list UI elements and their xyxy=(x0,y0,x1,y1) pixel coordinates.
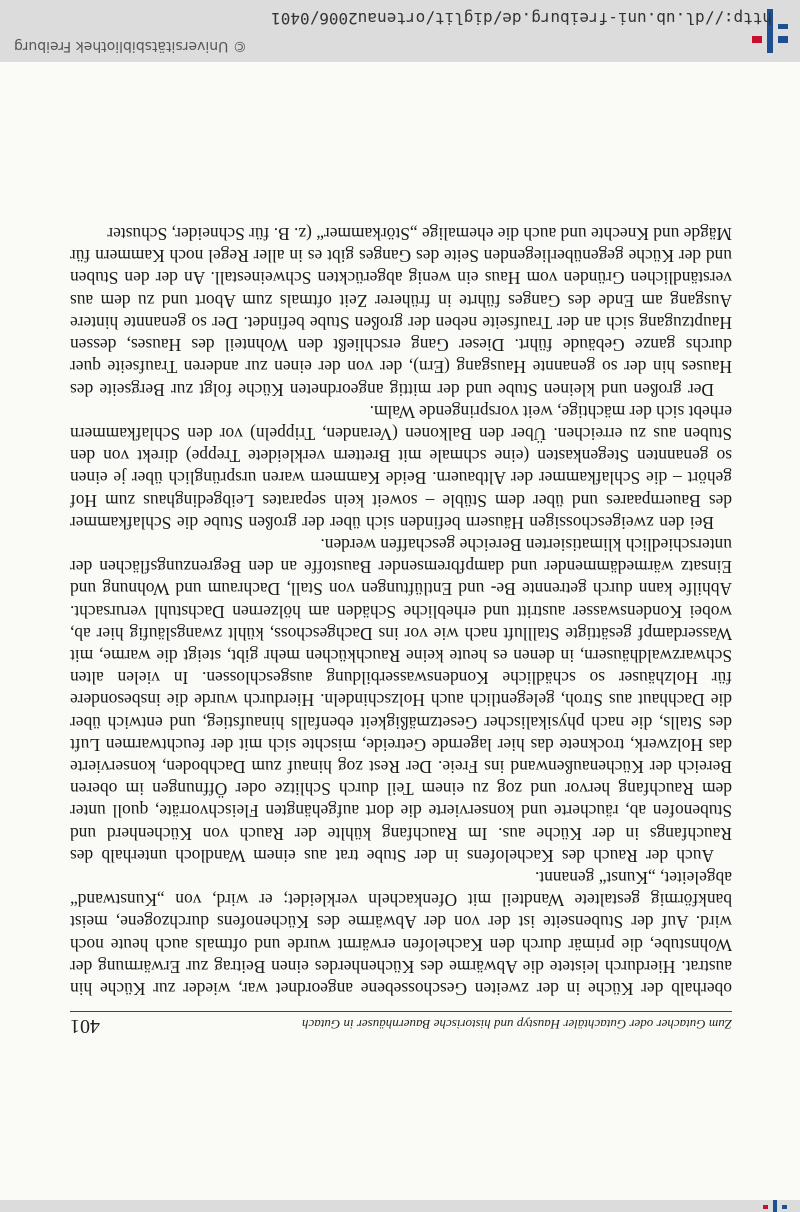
page-header xyxy=(70,1011,732,1042)
source-footer-bar xyxy=(0,0,800,62)
paragraph: Der großen und kleinen Stube und der mittig angeordneten Küche folgt zur Bergseite des Hauses hin der so genannte Hausgang (Ern), der von der einen zur anderen Traufseite quer durchs ganze Gebäude führt. Dieser Gang erschließt den Wohnteil des Hauses, dessen Hauptzugang sich an der Traufseite neben der großen Stube befindet. Der so genannte hintere Ausgang am Ende des Ganges führte in früherer Zeit oftmals zum Abort und zu dem aus verständlichen Gründen vom Haus ein wenig abgerückten Schweinestall. An der den Stuben und der Küche gegenüberliegenden Seite des Ganges gibt es in aller Regel noch Kammern für Mägde und Knechte und auch die ehemalige „Störkammer“ (z. B. für Schneider, Schuster xyxy=(70,224,732,400)
paragraph: oberhalb der Küche in der zweiten Geschossebene angeordnet war, wieder zur Küche hin austrat. Hierdurch leistete die Abwärme des Küchenherdes einen Beitrag zur Erwärmung der Wohnstube, die primär durch den Kachelofen erwärmt wurde und oftmals auch heute noch wird. Auf der Stubenseite ist der von der Abwärme des Küchenofens durchzogene, meist bankförmig gestaltete Wandteil mit Ofenkacheln verkleidet; er wird, von „Kunstwand“ abgeleitet, „Kunst“ genannt. xyxy=(70,867,732,999)
paragraph: Bei den zweigeschossigen Häusern befinden sich über der großen Stube die Schlafkammer des Bauernpaares und über dem Stüble – soweit kein separates Leibgedinghaus zum Hof gehört – die Schlafkammer der Altbauern. Beide Kammern waren ursprünglich über je einen so genannten Stegenkasten (eine schmale mit Brettern verkleidete Treppe) direkt von den Stuben aus zu erreichen. Über den Balkonen (Veranden, Trippeln) vor den Schlafkammern erhebt sich der mächtige, weit vorspringende Walm. xyxy=(70,401,732,533)
scan-border-strip xyxy=(0,1200,800,1212)
page-number: 401 xyxy=(70,1015,100,1037)
running-title: Zum Gutacher oder Gutachtäler Haustyp und historische Bauernhäuser in Gutach xyxy=(301,1017,732,1032)
copyright-notice: © Universitätsbibliothek Freiburg xyxy=(14,38,247,54)
body-text xyxy=(70,223,732,1000)
library-logo-icon xyxy=(760,1200,790,1212)
paragraph: Auch der Rauch des Kachelofens in der Stube trat aus einem Wandloch unterhalb des Rauchfangs in der Küche aus. Im Rauchfang kühlte der Rauch von Küchenherd und Stubenofen ab, räucherte und konservierte die dort aufgehängten Fleischvorräte, quoll unter dem Rauchfang hervor und zog zu einem Teil durch Schlitze oder Öffnungen im oberen Bereich der Küchenaußenwand ins Freie. Der Rest zog hinauf zum Dachboden, konservierte das Holzwerk, trocknete das hier lagernde Getreide, mischte sich mit der feuchtwarmen Luft des Stalls, die nach physikalischer Gesetzmäßigkeit ebenfalls hinaufstieg, und entwich über die Dachhaut aus Stroh, gelegentlich auch Holzschindeln. Hierdurch wurde die insbesondere für Holzhäuser so schädliche Kondenswasserbildung ausgeschlossen. In vielen alten Schwarzwaldhäusern, in denen es heute keine Rauchküchen mehr gibt, steigt die warme, mit Wasserdampf gesättigte Stallluft nach wie vor ins Dachgeschoss, kühlt zwangsläufig hier ab, wobei Kondenswasser austritt und erhebliche Schäden am hölzernen Dachstuhl verursacht. Abhilfe kann durch getrennte Be- und Entlüftungen von Stall, Dachraum und Wohnung und Einsatz wärmedämmender und dampfbremsender Baustoffe an den Begrenzungsflächen der unterschiedlich klimatisierten Bereiche geschaffen werden. xyxy=(70,534,732,866)
source-url-link[interactable]: http://dl.ub.uni-freiburg.de/diglit/ortenau2006/0401 xyxy=(271,9,772,28)
